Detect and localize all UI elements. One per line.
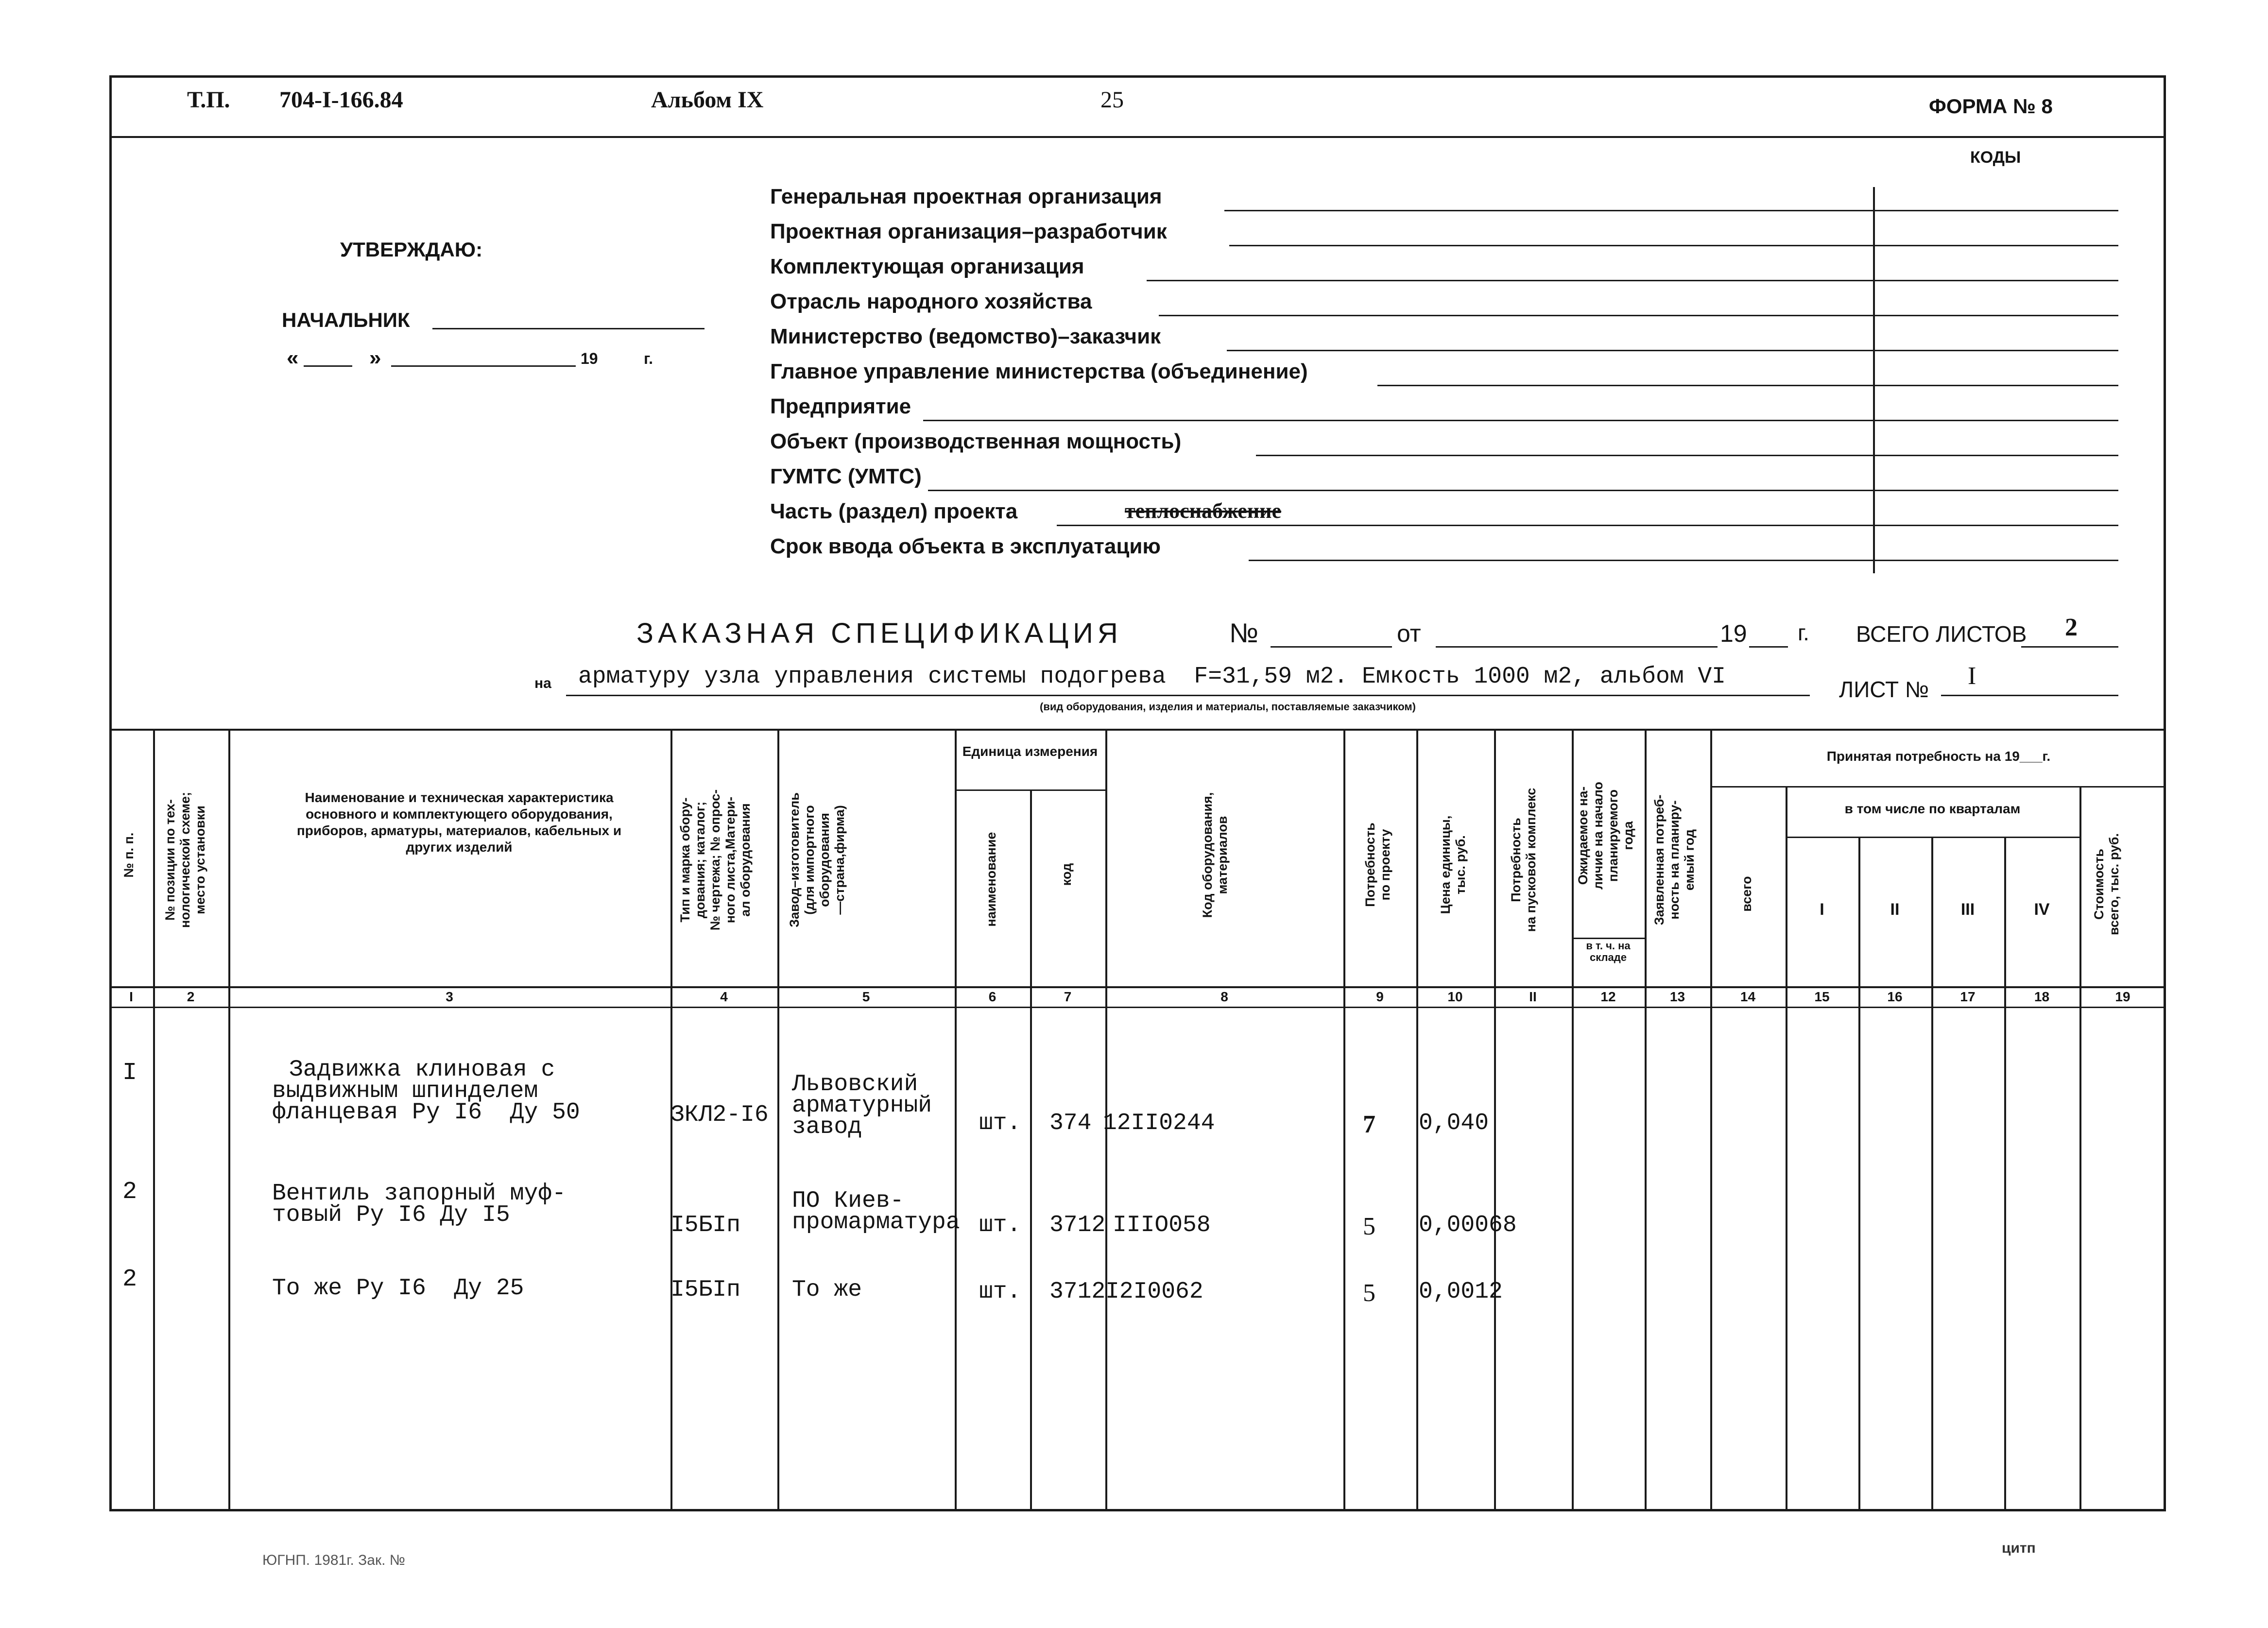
row-unit: шт. — [979, 1110, 1021, 1136]
row-equipment-code: 12II0244 — [1103, 1110, 1215, 1136]
field-label-gumts: ГУМТС (УМТС) — [770, 464, 922, 488]
field-label-main-directorate: Главное управление министерства (объединение) — [770, 360, 1308, 383]
col-header-q3: III — [1960, 900, 1975, 919]
col-divider-8 — [1343, 729, 1345, 1511]
spec-date-line — [1436, 646, 1718, 648]
row-equipment-code: IIIO058 — [1113, 1212, 1211, 1238]
spec-number-label: № — [1229, 617, 1259, 648]
col-divider-12 — [1645, 729, 1647, 1511]
col-header-unit-code: код — [1059, 863, 1074, 886]
total-sheets-label: ВСЕГО ЛИСТОВ — [1856, 621, 2027, 647]
col-divider-18 — [2079, 786, 2081, 1511]
col-header-equipment-code: Код оборудования, материалов — [1200, 792, 1230, 918]
row-name-line: товый Ру I6 Ду I5 — [272, 1202, 510, 1228]
approve-label: УТВЕРЖДАЮ: — [340, 238, 483, 261]
field-label-industry: Отрасль народного хозяйства — [770, 290, 1092, 313]
col-header-launch-need: Потребность на пусковой комплекс — [1509, 788, 1538, 932]
col-divider-6 — [1030, 789, 1032, 1511]
row-number: 2 — [122, 1178, 137, 1206]
sheet-value: I — [1968, 662, 1976, 690]
col-header-expected: Ожидаемое на- личие на начало планируемого года — [1576, 782, 1635, 890]
date-quote-open: « — [287, 346, 299, 370]
row-price: 0,0012 — [1419, 1279, 1503, 1305]
spec-subject-note: (вид оборудования, изделия и материалы, поставляемые заказчиком) — [1040, 701, 1416, 713]
field-label-supply-org: Комплектующая организация — [770, 255, 1084, 278]
row-unit: шт. — [979, 1279, 1021, 1305]
field-line-enterprise — [923, 420, 2118, 421]
row-number: I — [122, 1059, 137, 1087]
col-header-row-number: № п. п. — [121, 832, 136, 878]
column-number: 12 — [1600, 989, 1616, 1004]
column-number: 18 — [2034, 989, 2050, 1004]
col-header-name: Наименование и техническая характеристика основного и комплектующего оборудования, приборов, арматуры, материалов, кабельных и других изделий — [296, 790, 622, 855]
accepted-group-line — [1710, 786, 2166, 788]
spec-for-label: на — [534, 675, 551, 691]
column-number: 15 — [1814, 989, 1830, 1004]
field-label-general-org: Генеральная проектная организация — [770, 185, 1162, 208]
chief-label: НАЧАЛЬНИК — [282, 308, 410, 331]
col-header-type: Тип и марка обору- дования; каталог; № чертежа; № опрос- ного листа,Матери- ал оборудования — [678, 789, 753, 931]
col-header-quarters-group: в том числе по кварталам — [1844, 801, 2021, 816]
day-line — [304, 365, 352, 367]
month-line — [391, 365, 576, 367]
sheet-line — [1941, 695, 2118, 696]
column-number: 2 — [187, 989, 195, 1004]
column-number: 5 — [862, 989, 870, 1004]
spec-year-line — [1749, 646, 1788, 648]
row-maker-line: арматурный — [792, 1093, 932, 1119]
field-label-commissioning: Срок ввода объекта в эксплуатацию — [770, 534, 1161, 558]
row-need: 7 — [1363, 1111, 1375, 1138]
col-header-need: Потребность по проекту — [1363, 823, 1392, 907]
field-label-enterprise: Предприятие — [770, 394, 911, 418]
column-number: 16 — [1887, 989, 1903, 1004]
album-label: Альбом IX — [651, 87, 764, 113]
column-number: 10 — [1447, 989, 1463, 1004]
field-line-project-part — [1057, 525, 2118, 526]
row-unit: шт. — [979, 1212, 1021, 1238]
column-number: II — [1529, 989, 1537, 1004]
column-number: 17 — [1960, 989, 1976, 1004]
project-part-value: теплоснабжение — [1125, 499, 1282, 523]
total-sheets-value: 2 — [2065, 614, 2078, 641]
column-number: 9 — [1376, 989, 1384, 1004]
field-label-ministry: Министерство (ведомство)–заказчик — [770, 325, 1161, 348]
codes-label: КОДЫ — [1970, 148, 2021, 167]
sheet-label: ЛИСТ № — [1839, 677, 1929, 702]
field-line-object — [1256, 455, 2118, 456]
col-divider-17 — [2004, 837, 2006, 1511]
column-number: 7 — [1064, 989, 1072, 1004]
field-line-gumts — [928, 490, 2118, 491]
row-need: 5 — [1363, 1213, 1375, 1240]
field-label-project-part: Часть (раздел) проекта — [770, 499, 1018, 523]
row-maker-line: То же — [792, 1277, 862, 1303]
warehouse-sub-line — [1572, 938, 1645, 939]
spec-subject: арматуру узла управления системы подогрева F=31,59 м2. Емкость 1000 м2, альбом VI — [578, 664, 1726, 690]
row-price: 0,040 — [1419, 1110, 1489, 1136]
col-header-cost: Стоимость всего, тыс. руб. — [2092, 833, 2121, 935]
field-line-design-org — [1229, 245, 2118, 246]
col-divider-5 — [955, 729, 957, 1511]
col-header-total: всего — [1739, 876, 1754, 912]
header-divider — [109, 136, 2166, 138]
column-number: 19 — [2115, 989, 2131, 1004]
row-type: I5БIп — [670, 1212, 741, 1238]
footer-mark: цитп — [2002, 1540, 2036, 1556]
row-name-line: Вентиль запорный муф- — [272, 1181, 566, 1207]
row-type: ЗКЛ2-I6 — [670, 1102, 769, 1128]
column-number: 4 — [720, 989, 728, 1004]
spec-title: ЗАКАЗНАЯ СПЕЦИФИКАЦИЯ — [636, 617, 1122, 649]
doc-code: Т.П. — [187, 87, 230, 113]
col-divider-4 — [777, 729, 779, 1511]
col-divider-1 — [153, 729, 155, 1511]
form-number: ФОРМА № 8 — [1929, 95, 2053, 118]
row-maker-line: завод — [792, 1114, 862, 1140]
col-header-price: Цена единицы, тыс. руб. — [1438, 815, 1468, 914]
total-sheets-line — [2021, 646, 2118, 648]
col-header-q1: I — [1820, 900, 1824, 919]
col-divider-13 — [1710, 729, 1712, 1511]
field-label-design-org: Проектная организация–разработчик — [770, 220, 1167, 243]
col-divider-11 — [1572, 729, 1574, 1511]
col-header-q4: IV — [2034, 900, 2050, 919]
col-divider-15 — [1858, 837, 1860, 1511]
field-label-object: Объект (производственная мощность) — [770, 429, 1182, 453]
col-header-declared: Заявленная потреб- ность на планиру- емый год — [1652, 794, 1697, 925]
field-line-supply-org — [1147, 280, 2118, 281]
table-top-line — [109, 729, 2166, 731]
spec-year-label: 19 — [1720, 620, 1747, 647]
spec-from-label: от — [1397, 620, 1421, 647]
field-line-ministry — [1227, 350, 2118, 351]
col-header-unit-name: наименование — [984, 832, 998, 927]
spec-number-line — [1271, 646, 1392, 648]
row-unit-code: 3712 — [1049, 1279, 1106, 1305]
col-header-maker: Завод–изготовитель (для импортного оборудования —страна,фирма) — [787, 792, 847, 927]
column-number: 6 — [988, 989, 997, 1004]
col-header-q2: II — [1890, 900, 1900, 919]
row-type: I5БIп — [670, 1277, 741, 1303]
row-maker-line: промарматура — [792, 1209, 960, 1235]
col-header-unit-group: Единица измерения — [962, 744, 1098, 759]
col-divider-2 — [228, 729, 230, 1511]
spec-subject-line — [566, 695, 1810, 696]
approval-year-prefix: 19 — [581, 350, 598, 367]
col-divider-9 — [1416, 729, 1418, 1511]
row-name-line: Задвижка клиновая с — [289, 1057, 555, 1083]
col-divider-16 — [1931, 837, 1933, 1511]
column-numbers-bottom-line — [109, 1007, 2166, 1008]
row-name-line: выдвижным шпинделем — [272, 1078, 538, 1104]
project-number: 704-I-166.84 — [279, 87, 403, 113]
column-number: 14 — [1740, 989, 1756, 1004]
row-name-line: фланцевая Ру I6 Ду 50 — [272, 1099, 580, 1126]
col-divider-14 — [1786, 786, 1787, 1511]
date-quote-close: » — [369, 346, 381, 370]
field-line-commissioning — [1249, 560, 2118, 561]
field-line-main-directorate — [1377, 385, 2118, 386]
field-line-general-org — [1224, 210, 2118, 211]
row-equipment-code: I2I0062 — [1105, 1279, 1203, 1305]
row-maker-line: Львовский — [792, 1071, 918, 1097]
row-name-line: То же Ру I6 Ду 25 — [272, 1275, 524, 1302]
approval-year-suffix: г. — [644, 350, 653, 367]
row-unit-code: 374 — [1049, 1110, 1092, 1136]
row-number: 2 — [122, 1266, 137, 1293]
row-unit-code: 3712 — [1049, 1212, 1106, 1238]
chief-signature-line — [432, 328, 704, 329]
column-number: 13 — [1669, 989, 1685, 1004]
footer-print-info: ЮГНП. 1981г. Зак. № — [262, 1552, 405, 1568]
row-need: 5 — [1363, 1279, 1375, 1307]
column-number: I — [129, 989, 133, 1004]
col-header-accepted-group: Принятая потребность на 19___г. — [1826, 749, 2051, 764]
row-price: 0,00068 — [1419, 1212, 1517, 1238]
row-maker-line: ПО Киев- — [792, 1188, 904, 1214]
spec-year-suffix: г. — [1798, 620, 1809, 645]
page-number: 25 — [1100, 87, 1124, 113]
field-line-industry — [1159, 315, 2118, 316]
col-header-warehouse: в т. ч. на складе — [1586, 940, 1631, 963]
column-number: 3 — [446, 989, 453, 1004]
col-header-position: № позиции по тех- нологической схеме; место установки — [163, 792, 207, 928]
column-number: 8 — [1220, 989, 1228, 1004]
col-divider-10 — [1494, 729, 1496, 1511]
